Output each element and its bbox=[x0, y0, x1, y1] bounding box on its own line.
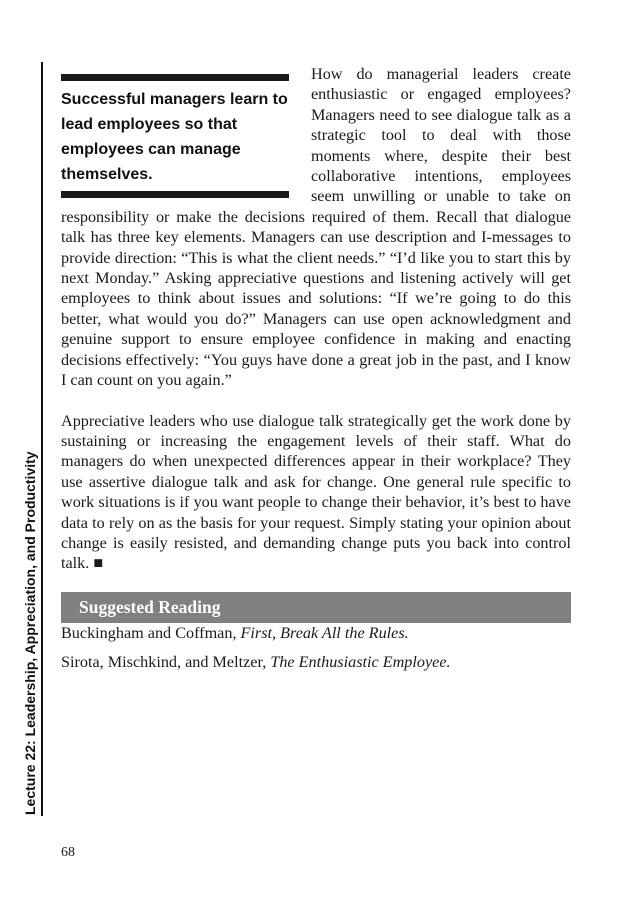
reading-authors: Sirota, Mischkind, and Meltzer, bbox=[61, 653, 267, 672]
pull-quote-bottom-bar bbox=[61, 191, 289, 198]
lecture-title: Lecture 22: Leadership, Appreciation, and Productivity bbox=[22, 451, 38, 815]
reading-authors: Buckingham and Coffman, bbox=[61, 623, 237, 642]
side-rule bbox=[41, 62, 43, 816]
reading-title: The Enthusiastic Employee. bbox=[270, 653, 451, 672]
main-content bbox=[61, 64, 571, 673]
suggested-reading-heading: Suggested Reading bbox=[61, 592, 571, 623]
paragraph-1-text: How do managerial leaders create enthusiastic or engaged employees? Managers need to see dialogue talk as a strategic tool to deal with those moments where, despite their best collaborative intentions, employees seem unwilling or unable to take on responsibility or make the decisions required of them. Recall that dialogue talk has three key elements. Managers can use description and I-messages to provide direction: “This is what the client needs.” “I’d like you to start this by next Monday.” Asking appreciative questions and listening actively will get employees to think about issues and solutions: “If we’re going to do this better, what would you do?” Managers can use open acknowledgment and genuine support to ensure employee confidence in making and enacting decisions effectively: “You guys have done a great job in the past, and I know I can count on you again.” bbox=[61, 65, 571, 390]
pull-quote bbox=[61, 74, 289, 198]
pull-quote-text: Successful managers learn to lead employees so that employees can manage themselves. bbox=[61, 91, 288, 183]
body-paragraph-2 bbox=[61, 411, 571, 574]
reading-item bbox=[61, 623, 571, 643]
paragraph-2-text: Appreciative leaders who use dialogue talk strategically get the work done by sustaining or increasing the engagement levels of their staff. What do managers do when unexpected differences appear in their workplace? They use assertive dialogue talk and ask for change. One general rule specific to work situations is if you want people to change their behavior, it’s best to have data to rely on as the basis for your request. Simply stating your opinion about change is easily resisted, and demanding change puts you back into control talk. bbox=[61, 411, 571, 573]
reading-item bbox=[61, 652, 571, 672]
page-number: 68 bbox=[61, 845, 75, 860]
body-paragraph-1 bbox=[61, 64, 571, 391]
side-tab bbox=[22, 425, 38, 815]
end-mark-icon: ■ bbox=[93, 554, 104, 573]
pull-quote-top-bar bbox=[61, 74, 289, 81]
reading-title: First, Break All the Rules. bbox=[240, 623, 409, 642]
